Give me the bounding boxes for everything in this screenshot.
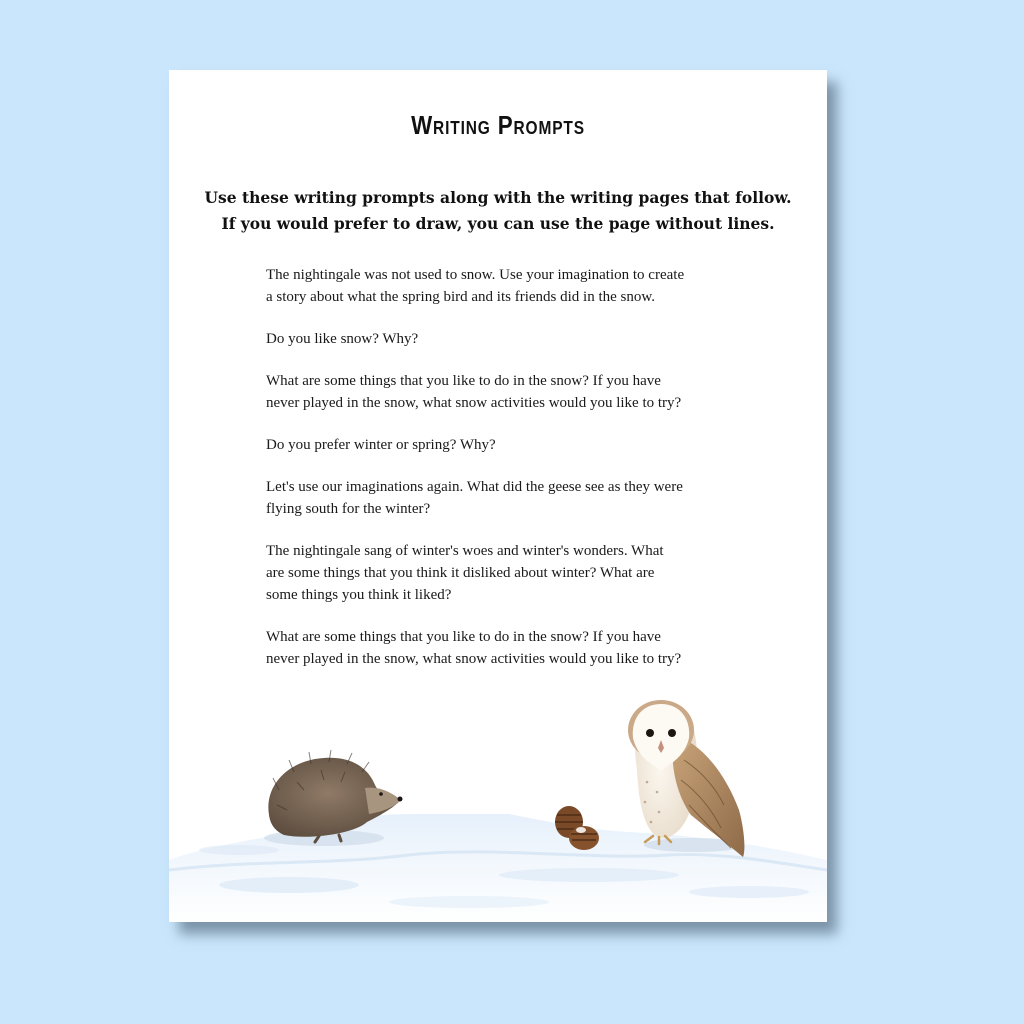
prompt-line: a story about what the spring bird and its friends did in the snow. xyxy=(266,289,655,305)
prompt-line: Let's use our imaginations again. What did the geese see as they were xyxy=(266,479,683,495)
prompt-line: What are some things that you like to do in the snow? If you have xyxy=(266,629,661,645)
prompt-line: some things you think it liked? xyxy=(266,587,452,603)
prompt-line: never played in the snow, what snow activities would you like to try? xyxy=(266,651,682,667)
prompt-line: The nightingale sang of winter's woes and winter's wonders. What xyxy=(266,543,664,559)
worksheet-page xyxy=(169,70,827,922)
prompt-line: Do you like snow? Why? xyxy=(266,331,419,347)
prompt-line: never played in the snow, what snow activities would you like to try? xyxy=(266,395,682,411)
prompt-line: What are some things that you like to do in the snow? If you have xyxy=(266,373,661,389)
winter-scene xyxy=(169,70,827,922)
page-title: Writing Prompts xyxy=(411,110,585,140)
prompt-line: flying south for the winter? xyxy=(266,501,431,517)
prompt-line: are some things that you think it disliked about winter? What are xyxy=(266,565,655,581)
intro-line: If you would prefer to draw, you can use the page without lines. xyxy=(221,214,775,233)
prompt-line: Do you prefer winter or spring? Why? xyxy=(266,437,496,453)
prompt-line: The nightingale was not used to snow. Use your imagination to create xyxy=(266,267,685,283)
intro-line: Use these writing prompts along with the writing pages that follow. xyxy=(204,188,792,207)
